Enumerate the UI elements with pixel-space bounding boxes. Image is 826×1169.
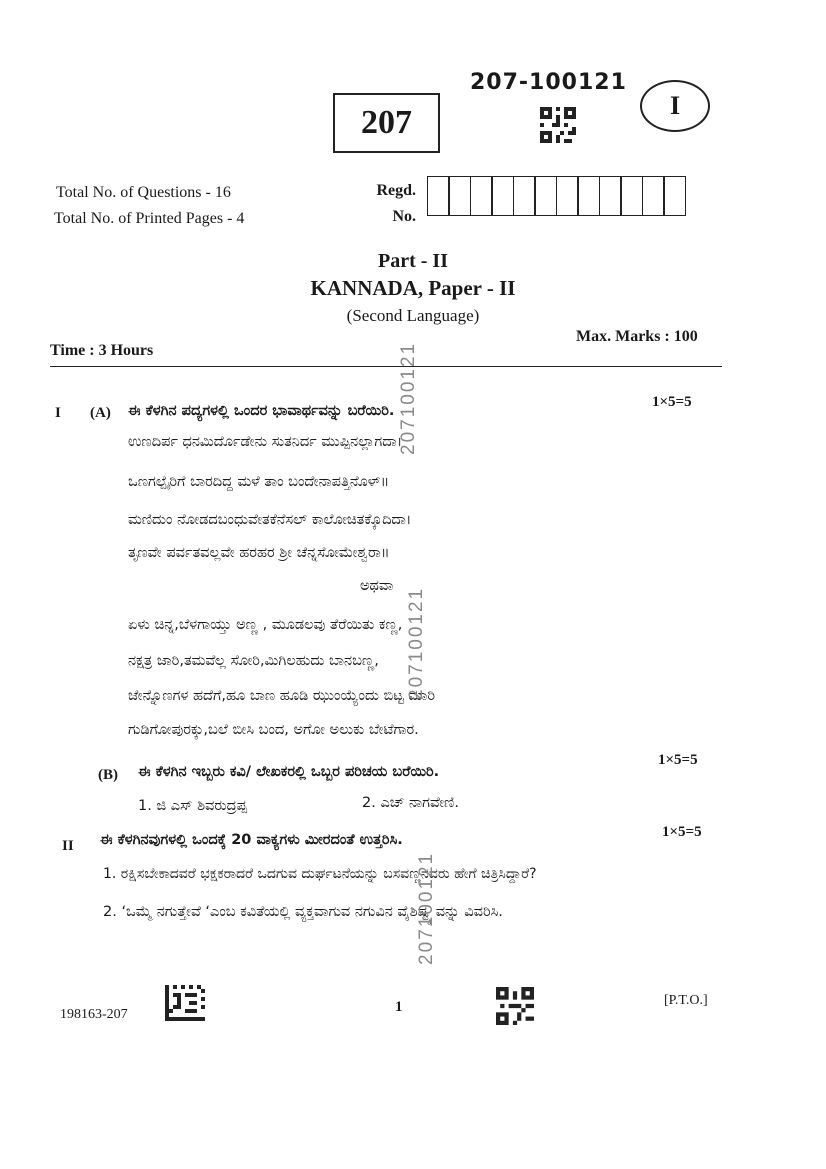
regd-digit-box[interactable] xyxy=(470,176,493,216)
regd-label xyxy=(370,178,416,230)
total-questions-text: Total No. of Questions - 16 xyxy=(56,184,231,201)
max-marks-label: Max. Marks : 100 xyxy=(576,328,698,345)
datamatrix-barcode-icon xyxy=(164,985,206,1021)
total-pages-text: Total No. of Printed Pages - 4 xyxy=(54,210,245,227)
poem1-line: ಉಣದಿರ್ಪ ಧನಮಿರ್ದೊಡೇನು ಸುತನಿರ್ದ ಮುಪ್ಪಿನಲ್ಲಾಗದಾ। xyxy=(128,434,403,450)
question-1a-text: ಈ ಕೆಳಗಿನ ಪದ್ಯಗಳಲ್ಲಿ ಒಂದರ ಭಾವಾರ್ಥವನ್ನು ಬರೆಯಿರಿ. xyxy=(128,403,395,419)
regd-digit-box[interactable] xyxy=(599,176,622,216)
regd-digit-box[interactable] xyxy=(448,176,471,216)
poem1-line: ಮಣಿದುಂ ನೋಡದಬಂಧುವೇತಕೆನೆಸಲ್ ಕಾಲೋಚಿತಕ್ಕೊದಿದಾ। xyxy=(128,512,412,528)
qr-code-icon xyxy=(496,987,534,1025)
poem2-line: ಜೇನ್ನೊಣಗಳ ಹದೆಗೆ,ಹೂ ಬಾಣ ಹೂಡಿ ಝುಂಯ್ಯೆಂದು ಬಿಟ್ಟ ಮಾರಿ xyxy=(128,688,435,704)
serial-number: 207-100121 xyxy=(470,70,627,95)
question-1b-text: ಈ ಕೆಳಗಿನ ಇಬ್ಬರು ಕವಿ/ ಲೇಖಕರಲ್ಲಿ ಒಬ್ಬರ ಪರಿಚಯ ಬರೆಯಿರಿ. xyxy=(138,764,440,780)
set-label-circle xyxy=(640,80,710,132)
regd-digit-box[interactable] xyxy=(427,176,450,216)
part-title: Part - II xyxy=(378,250,448,272)
question-2-sub-2: 2. ‘ಒಮ್ಮೆ ನಗುತ್ತೇವೆ ‘ಎಂಬ ಕವಿತೆಯಲ್ಲಿ ವ್ಯಕ್ತವಾಗುವ ನಗುವಿನ ವೈಶಿಷ್ಟ್ಯ ವನ್ನು ವಿವರಿಸಿ. xyxy=(103,904,503,920)
time-label: Time : 3 Hours xyxy=(50,342,154,359)
question-2-text: ಈ ಕೆಳಗಿನವುಗಳಲ್ಲಿ ಒಂದಕ್ಕೆ 20 ವಾಕ್ಯಗಳು ಮೀರದಂತೆ ಉತ್ತರಿಸಿ. xyxy=(100,832,403,848)
regd-digit-box[interactable] xyxy=(513,176,536,216)
regd-digit-box[interactable] xyxy=(620,176,643,216)
poem2-line: ಏಳು ಚಿನ್ನ,ಬೆಳಗಾಯ್ತು ಅಣ್ಣ , ಮೂಡಲವು ತೆರೆಯಿತು ಕಣ್ಣ, xyxy=(128,617,403,633)
paper-code-box xyxy=(333,93,440,153)
question-1a-marks: 1×5=5 xyxy=(652,394,692,410)
subject-title: KANNADA, Paper - II xyxy=(310,276,516,300)
set-label: I xyxy=(669,91,681,120)
regd-digit-box[interactable] xyxy=(491,176,514,216)
watermark-serial: 207100121 xyxy=(416,851,437,965)
question-number-2: II xyxy=(62,838,74,854)
regd-digit-box[interactable] xyxy=(577,176,600,216)
regd-number-boxes[interactable] xyxy=(428,176,686,216)
question-1b-label: (B) xyxy=(98,767,118,783)
question-1b-option-2: 2. ಎಚ್ ನಾಗವೇಣಿ. xyxy=(362,795,459,811)
regd-digit-box[interactable] xyxy=(663,176,686,216)
question-2-marks: 1×5=5 xyxy=(662,824,702,840)
language-subtitle: (Second Language) xyxy=(346,306,480,325)
total-pages xyxy=(54,210,244,228)
regd-digit-box[interactable] xyxy=(642,176,665,216)
question-1b-option-1: 1. ಜಿ ಎಸ್ ಶಿವರುದ್ರಪ್ಪ xyxy=(138,798,248,814)
or-divider-text: ಅಥವಾ xyxy=(360,578,394,594)
watermark-serial: 207100121 xyxy=(406,586,427,700)
regd-label-line1: Regd. xyxy=(376,182,416,199)
question-1a-label: (A) xyxy=(90,405,111,421)
footer-code: 198163-207 xyxy=(60,1007,128,1022)
question-number-1: I xyxy=(55,405,61,421)
question-2-sub-1: 1. ರಕ್ಷಿಸಬೇಕಾದವರೆ ಭಕ್ಷಕರಾದರೆ ಒದಗುವ ದುರ್ಘಟನೆಯನ್ನು ಬಸವಣ್ಣನವರು ಹೇಗೆ ಚಿತ್ರಿಸಿದ್ದಾರೆ? xyxy=(103,866,537,882)
paper-code: 207 xyxy=(361,104,412,141)
header-divider xyxy=(50,366,722,367)
regd-label-line2: No. xyxy=(392,208,416,225)
question-1b-marks: 1×5=5 xyxy=(658,752,698,768)
pto-label: [P.T.O.] xyxy=(664,993,708,1008)
qr-code-icon xyxy=(540,107,576,143)
poem1-line: ಒಣಗಲ್ಪೈರಿಗೆ ಬಾರದಿದ್ದ ಮಳೆ ತಾಂ ಬಂದೇನಾಪತ್ತಿನೊಳ್॥ xyxy=(128,474,390,490)
page-number: 1 xyxy=(395,999,403,1015)
poem2-line: ಗುಡಿಗೋಪುರಕ್ಕು,ಬಲೆ ಬೀಸಿ ಬಂದ, ಅಗೋ ಅಲುಕು ಬೇಟೆಗಾರ. xyxy=(128,722,419,738)
watermark-serial: 207100121 xyxy=(398,341,419,455)
regd-digit-box[interactable] xyxy=(534,176,557,216)
regd-digit-box[interactable] xyxy=(556,176,579,216)
poem2-line: ನಕ್ಷತ್ರ ಜಾರಿ,ತಮವೆಲ್ಲ ಸೋರಿ,ಮಿಗಿಲಹುದು ಬಾನಬಣ್ಣ, xyxy=(128,653,379,669)
poem1-line: ತೃಣವೇ ಪರ್ವತವಲ್ಲವೇ ಹರಹರ ಶ್ರೀ ಚೆನ್ನಸೋಮೇಶ್ವರಾ॥ xyxy=(128,545,390,561)
total-questions xyxy=(56,184,231,202)
